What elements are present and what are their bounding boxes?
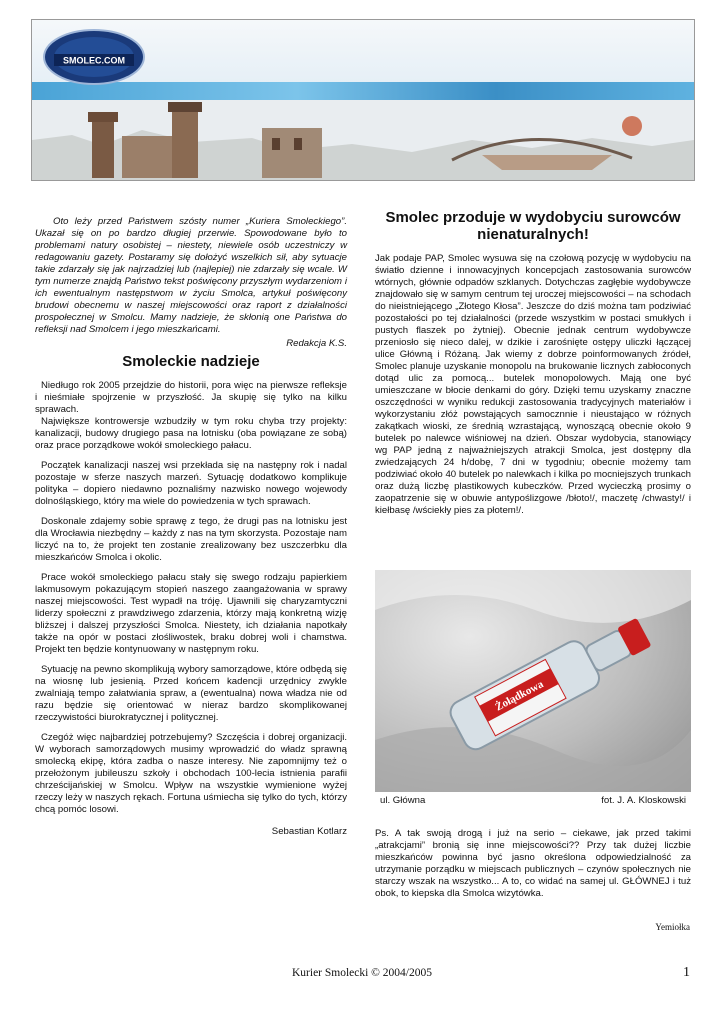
svg-text:Żołądkowa: Żołądkowa (493, 678, 546, 714)
article-body-left (35, 380, 347, 816)
svg-text:SMOLEC.COM: SMOLEC.COM (63, 55, 125, 66)
left-column (35, 216, 347, 837)
paragraph: Doskonale zdajemy sobie sprawę z tego, że drugi pas na lotnisku jest dla Wrocławia niezbędny – każdy z nas na tym skorzysta. Pozostaje nam liczyć na to, że projekt ten zostanie zrealizowany bez uszczerbku dla mieszkańców Smolca i okolic. (35, 516, 347, 563)
postscript: Ps. A tak swoją drogą i już na serio – ciekawe, jak przed takimi „atrakcjami” bronią się inne miejscowości?? Przy tak dużej liczbie mieszkańców powinna być jasno określona odpowiedzialność za utrzymanie porządku w miejscach publicznych – czynów społecznych nie starczy wszak na wszystko... A to, co widać na samej ul. GŁÓWNEJ i tuż obok, to kiepska dla Smolca wizytówka. (375, 828, 691, 899)
editorial-signature: Redakcja K.S. (286, 338, 347, 349)
paragraph: Prace wokół smoleckiego pałacu stały się swego rodzaju papierkiem lakmusowym pokazującym stopień naszego zaangażowania w sprawy naszej miejscowości. Test wypadł na tróję. Ujawnili się charyzamtyczni liderzy społeczni z prawdziwego zdarzenia, którzy mają konkretną wizję bliższej i dalszej przyszłości Smolca. Niestety, ich działania napotkały także na opór w postaci złośliwostek, braku dobrej woli i chamstwa. Projekt ten będzie kontynuowany w następnym roku. (35, 572, 347, 655)
editorial-intro: Oto leży przed Państwem szósty numer „Kuriera Smoleckiego”. Ukazał się on po bardzo długiej przerwie. Spowodowane było to problemami natury osobistej – niestety, niewiele osób uczestniczy w redagowaniu gazety. Postaramy się dołożyć wszelkich sił, aby sytuacje takie zdarzały się jak najrzadziej lub (najlepiej) nie zdarzały się wcale. W tym numerze znajdą Państwo tekst poświęcony przyszłym wydarzeniom i ich ewentualnym następstwom w życiu Smolca, artykuł poświęcony brudowi obecnemu w naszej miejscowości oraz raport z działalności prospołecznej w Smolcu. Mamy nadzieje, że skłonią one Państwa do refleksji nad Smolcem i jego mieszkańcami. (35, 216, 347, 335)
photo-caption (380, 795, 686, 806)
paragraph: Początek kanalizacji naszej wsi przekłada się na następny rok i nadal pozostaje w sferze naszych marzeń. Sytuację dodatkowo komplikuje polityka – dopiero niedawno poznaliśmy nazwisko nowego wojewody dolnośląskiego, który ma wiele do powiedzenia w tych sprawach. (35, 460, 347, 507)
castle-ruins-image (32, 100, 694, 180)
article-body-right (375, 253, 691, 517)
paragraph: Sytuację na pewno skomplikują wybory samorządowe, które odbędą się na wiosnę lub jesienią. Przed końcem kadencji urzędnicy zwykle zwalniają tempo załatwiania spraw, a (ewentualna) nowa władza nie od razu będzie się orientować w nieraz bardzo skomplikowanej rzeczywistości biurokratycznej i politycznej. (35, 664, 347, 723)
bottle-in-snow-photo (375, 570, 691, 792)
caption-location: ul. Główna (380, 795, 426, 806)
smolec-logo (42, 28, 146, 86)
paragraph: Największe kontrowersje wzbudziły w tym roku chyba trzy projekty: kanalizacji, budowy drugiego pasa na lotnisku (oba powiązane ze sobą) oraz prace porządkowe wokół smoleckiego pałacu. (35, 416, 347, 451)
bottle-illustration (375, 570, 691, 792)
caption-credit: fot. J. A. Kloskowski (601, 795, 686, 806)
paragraph: Jak podaje PAP, Smolec wysuwa się na czołową pozycję w wydobyciu na światło dzienne i innowacyjnych koncepcjach zastosowania surowców wtórnych, głównie odpadów szklanych. Dotychczas zagłębie wydobywcze znajdowało się w samym centrum tej uroczej miejscowości – na schodach do nieistniejącego „Złotego Kłosa”. Jeszcze do dziś można tam podziwiać pozostałości po tej działalności (przede wszystkim w postaci smukłych i pustych flaszek po żytniej). Obecnie jednak centrum wydobywcze przeniosło się nieco dalej, w dzikie i zarośnięte ostępy uliczki łączącej ulice Główną i Różaną. Jak wiemy z dobrze poinformowanych źródeł, Smolec planuje uzyskanie monopolu na brukowanie licznych zabłoconych dotąd ulic za pomocą... butelek monopolowych. Mają one być umieszczane w błocie denkami do góry. Dzięki temu uzyskamy znaczne oszczędności w wyniku redukcji zastosowania tradycyjnych materiałów i wykorzystaniu złóż powstających samocznnie i nieustająco w różnych zakątkach wioski, ze średnią wzrastającą, wynoszącą obecnie około 9 butelek po nalewce wiśniowej na dzień. Obszar wydobycia, stanowiący wg PAP jedną z najważniejszych atrakcji Smolca, jest dostępny dla zwiedzających 24 h/dobę, 7 dni w tygodniu; obecnie możemy tam podziwiać około 40 butelek po nalewkach i kilka po mocniejszych trunkach oraz dużą liczbę plastikowych kubeczków. Przed wycieczką prosimy o zaopatrzenie się w obuwie antypoślizgowe /błoto!/, maczetę /chwasty!/ i kiełbasę /wściekły pies za płotem!/. (375, 253, 691, 516)
author-signature: Sebastian Kotlarz (271, 826, 347, 837)
header-banner (31, 19, 695, 181)
right-column (375, 205, 691, 517)
page-number: 1 (683, 965, 690, 980)
page-footer: Kurier Smolecki © 2004/2005 (291, 967, 432, 979)
article-title-left: Smoleckie nadzieje (122, 353, 260, 370)
article-title-right: Smolec przoduje w wydobyciu surowców nienaturalnych! (385, 209, 681, 243)
paragraph: Niedługo rok 2005 przejdzie do historii, pora więc na pierwsze refleksje i nieśmiałe spojrzenie w przyszłość. Ja skupię się tylko na kilku sprawach. (35, 380, 347, 415)
postscript-signature: Yemiołka (655, 922, 690, 932)
paragraph: Czegóż więc najbardziej potrzebujemy? Szczęścia i dobrej organizacji. W wyborach samorządowych musimy wprowadzić do władz sprawną smolecką ekipę, która zadba o nasze interesy. Nie zapomnijmy też o przełożonym jubileuszu szkoły i obchodach 100-lecia istnienia parafii chrześcijańskiej w Smolcu. Wpływ na wszystkie wymienione wyżej rzeczy leży w naszych rękach. Fortuna uśmiecha się tylko do tych, którzy chcą pomóc losowi. (35, 732, 347, 815)
